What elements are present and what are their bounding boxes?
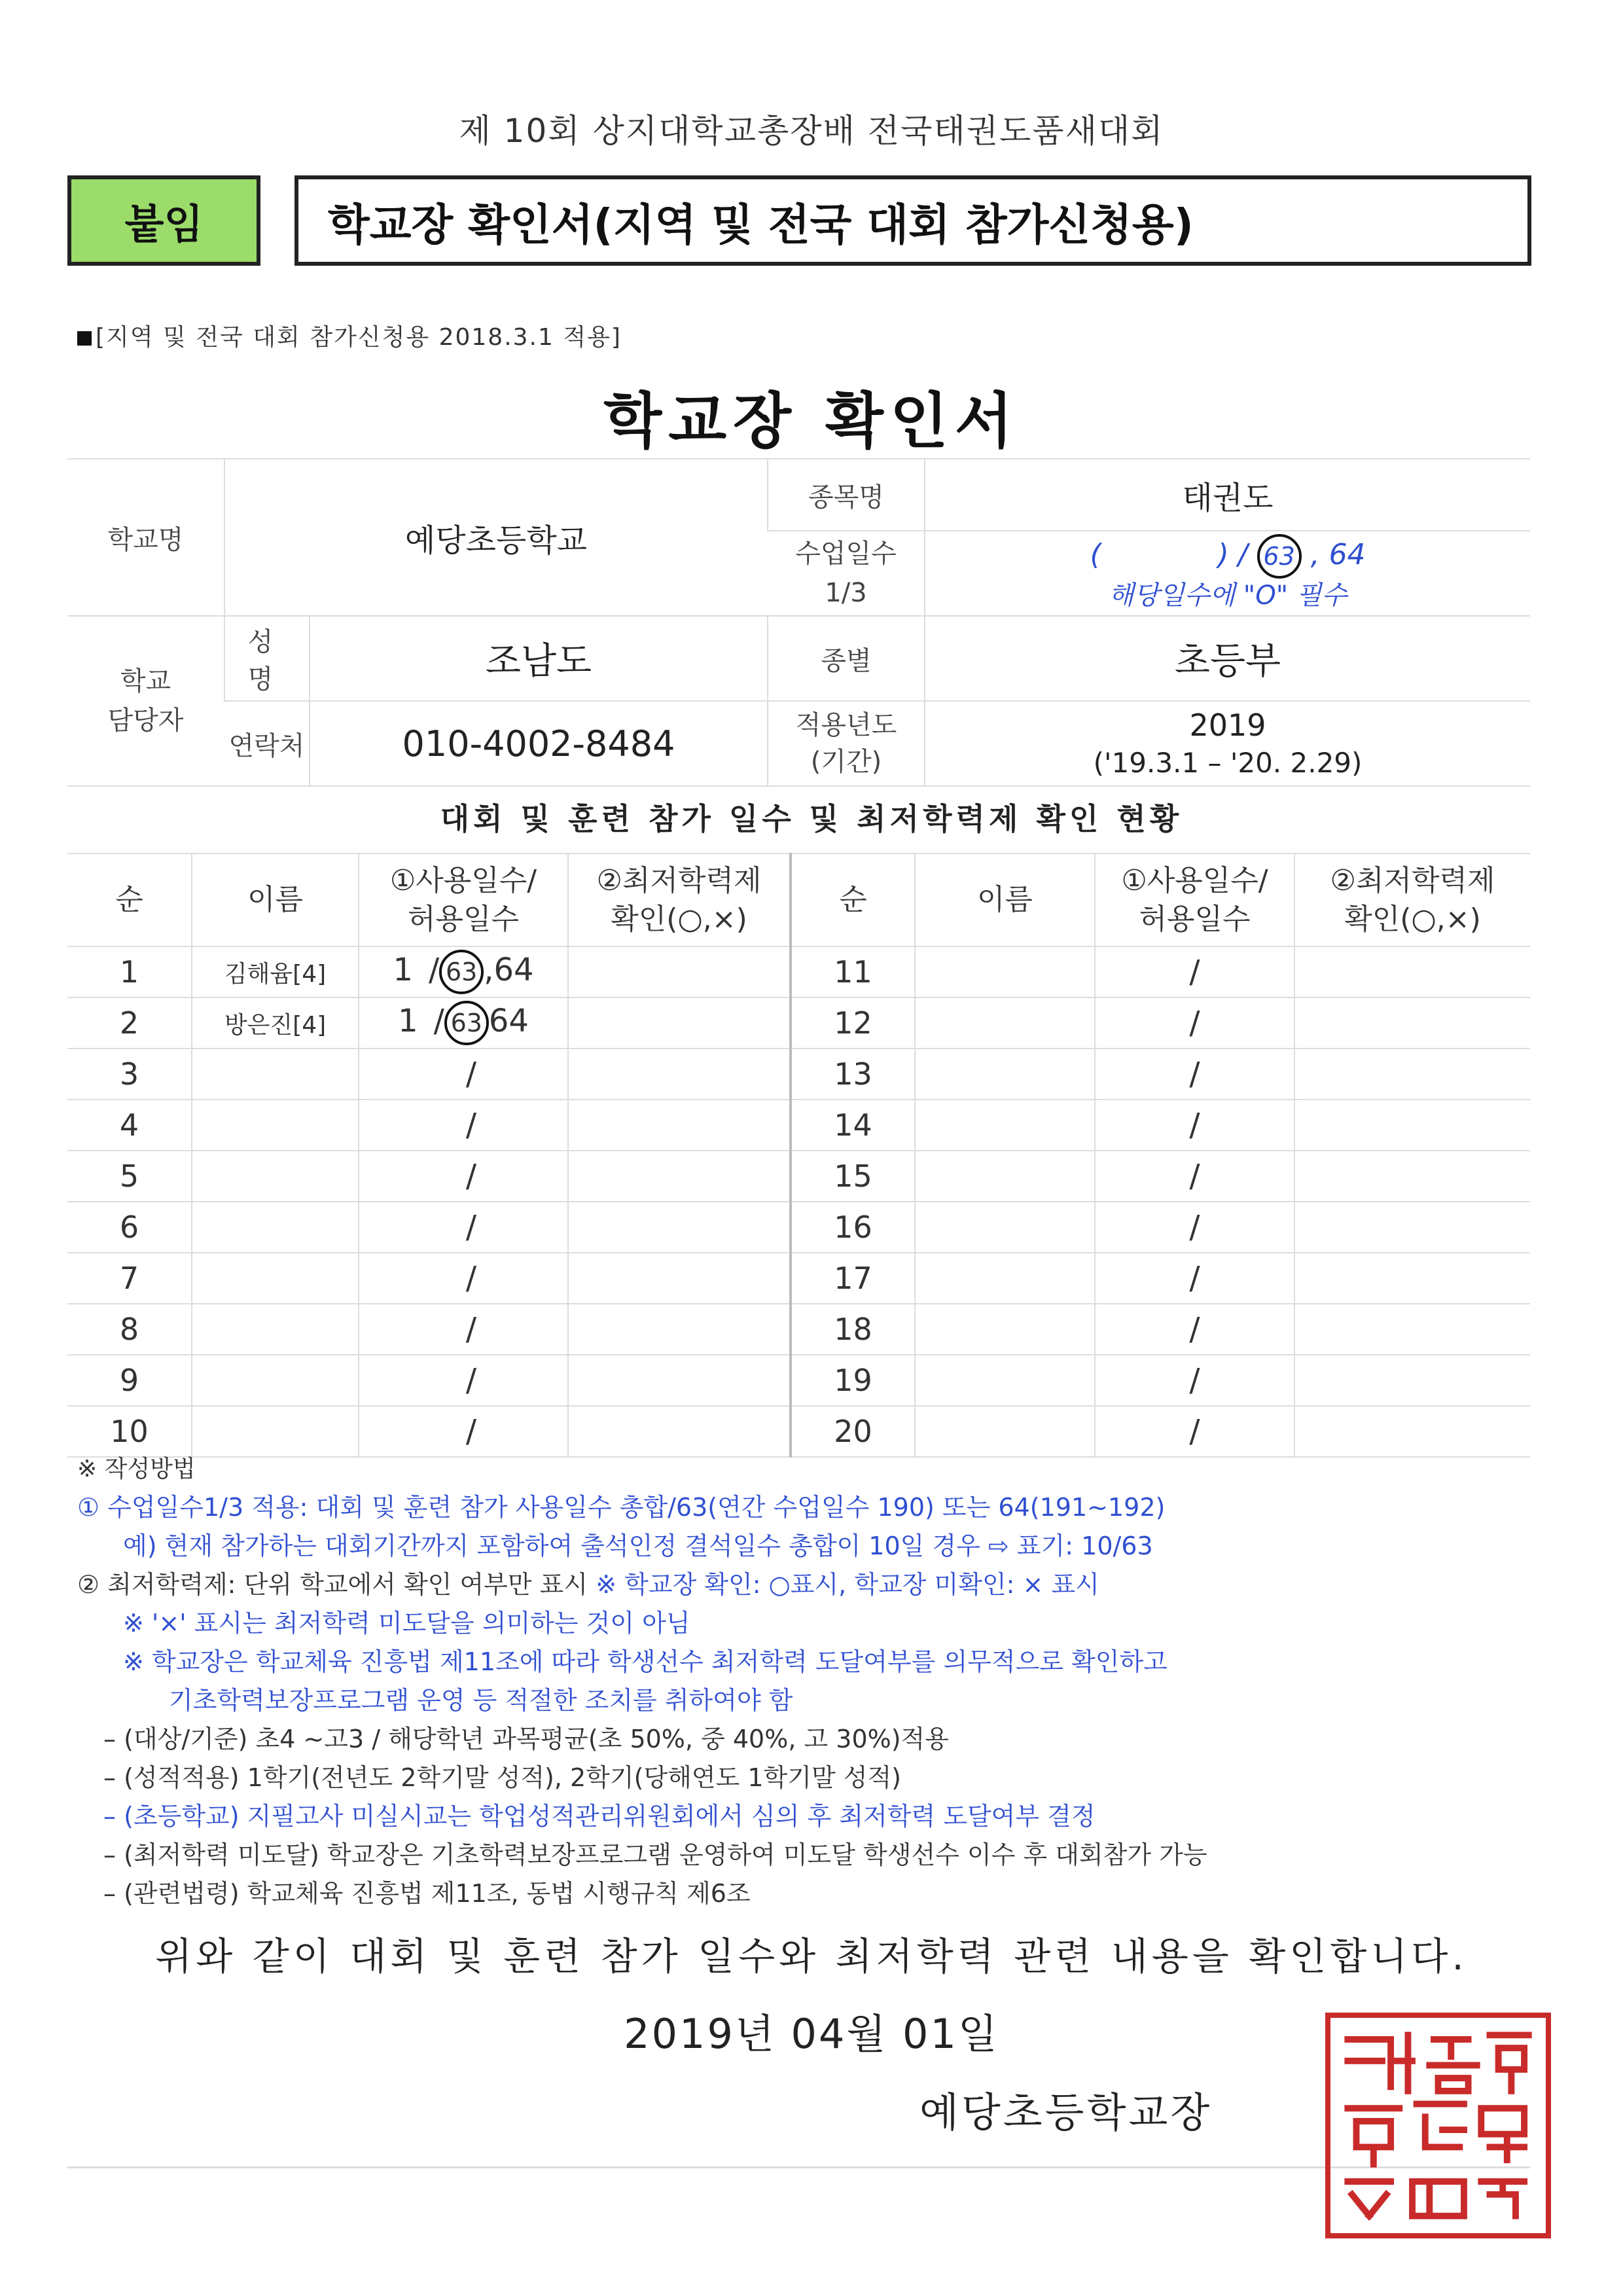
row-number: 9 <box>67 1355 192 1406</box>
row-number: 8 <box>67 1304 192 1355</box>
event-value: 태권도 <box>925 459 1530 531</box>
student-name <box>915 1049 1095 1100</box>
days-circled: 63 <box>1257 534 1302 579</box>
check-cell <box>568 1202 791 1253</box>
days-used-cell: / <box>1095 1049 1294 1100</box>
days-separator: / <box>465 1209 477 1246</box>
row-number: 2 <box>67 997 192 1049</box>
header-name: 이름 <box>192 853 359 946</box>
student-name <box>192 1304 359 1355</box>
days-value <box>925 531 1530 616</box>
divider <box>67 2166 1530 2168</box>
days-separator: / <box>433 1003 444 1039</box>
name-value: 조남도 <box>310 616 768 701</box>
check-cell <box>568 1253 791 1304</box>
row-number: 7 <box>67 1253 192 1304</box>
notes <box>77 1450 1543 1913</box>
student-name <box>915 1253 1095 1304</box>
header-name: 이름 <box>915 853 1095 946</box>
note-line <box>77 1566 1543 1604</box>
student-name <box>192 1151 359 1202</box>
row-number: 12 <box>791 997 915 1049</box>
row-number: 19 <box>791 1355 915 1406</box>
days-used-cell: / <box>1095 1304 1294 1355</box>
note-line: – (초등학교) 지필고사 미실시교는 학업성적관리위원회에서 심의 후 최저학력 도달여부 결정 <box>103 1802 1096 1831</box>
table-row <box>67 1100 1530 1151</box>
days-allowed-circled: 63 <box>439 950 484 994</box>
days-used-cell <box>359 1304 568 1355</box>
division-value: 초등부 <box>925 616 1530 701</box>
seal-glyph-icon <box>1330 2018 1546 2233</box>
info-table <box>67 458 1530 787</box>
student-name <box>915 946 1095 997</box>
table-row <box>67 1049 1530 1100</box>
header-days: ①사용일수/ 허용일수 <box>359 853 568 946</box>
days-separator: / <box>429 952 440 988</box>
year-label: 적용년도 (기간) <box>768 701 925 786</box>
note-line: ① 수업일수1/3 적용: 대회 및 훈련 참가 사용일수 총합/63(연간 수업일수 190) 또는 64(191~192) <box>77 1493 1166 1522</box>
check-cell <box>568 1151 791 1202</box>
check-cell <box>568 1100 791 1151</box>
table-row <box>67 1355 1530 1406</box>
note-line-part: ② 최저학력제: 단위 학교에서 확인 여부만 표시 <box>77 1570 588 1599</box>
note-line: 기초학력보장프로그램 운영 등 적절한 조치를 취하여야 함 <box>169 1686 793 1715</box>
student-name <box>192 1253 359 1304</box>
check-cell <box>568 946 791 997</box>
table-row <box>67 1304 1530 1355</box>
section-heading: 대회 및 훈련 참가 일수 및 최저학력제 확인 현황 <box>440 801 1183 836</box>
check-cell <box>1294 1355 1530 1406</box>
days-separator: / <box>465 1260 477 1297</box>
year-value: 2019 <box>1189 707 1266 743</box>
days-used-cell: / <box>1095 1151 1294 1202</box>
row-number: 20 <box>791 1406 915 1457</box>
days-separator: / <box>465 1413 477 1450</box>
days-separator: / <box>465 1362 477 1399</box>
division-label: 종별 <box>768 616 925 701</box>
days-used-cell <box>359 1355 568 1406</box>
roster-body <box>67 946 1530 1457</box>
header-check: ②최저학력제 확인(○,×) <box>568 853 791 946</box>
check-cell <box>1294 1253 1530 1304</box>
check-cell <box>1294 1100 1530 1151</box>
student-name <box>915 1304 1095 1355</box>
roster-table <box>67 853 1530 1458</box>
days-used-cell: / <box>1095 997 1294 1049</box>
days-open: ( <box>1090 538 1101 571</box>
applied-note <box>77 319 622 352</box>
date-text: 2019년 04월 01일 <box>624 2010 999 2058</box>
contact-value: 010-4002-8484 <box>310 701 768 786</box>
student-name <box>915 1151 1095 1202</box>
year-value-cell <box>925 701 1530 786</box>
days-used: 1 <box>393 952 414 988</box>
header-no: 순 <box>67 853 192 946</box>
table-row <box>67 946 1530 997</box>
row-number: 6 <box>67 1202 192 1253</box>
note-line: – (최저학력 미도달) 학교장은 기초학력보장프로그램 운영하여 미도달 학생선수 이수 후 대회참가 가능 <box>103 1840 1207 1869</box>
table-row <box>67 1202 1530 1253</box>
days-used-cell <box>359 1100 568 1151</box>
days-used-cell <box>359 946 568 997</box>
student-name <box>915 1100 1095 1151</box>
student-name <box>915 1355 1095 1406</box>
days-used-cell: / <box>1095 1202 1294 1253</box>
row-number: 4 <box>67 1100 192 1151</box>
days-used: 1 <box>398 1003 418 1039</box>
event-label: 종목명 <box>768 459 925 531</box>
note-line: – (관련법령) 학교체육 진흥법 제11조, 동법 시행규칙 제6조 <box>103 1879 751 1908</box>
row-number: 15 <box>791 1151 915 1202</box>
note-line: ※ 학교장은 학교체육 진흥법 제11조에 따라 학생선수 최저학력 도달여부를 의무적으로 확인하고 <box>123 1647 1168 1676</box>
manager-label: 학교 담당자 <box>67 616 224 786</box>
table-row <box>67 1253 1530 1304</box>
header-no: 순 <box>791 853 915 946</box>
student-name <box>915 1202 1095 1253</box>
check-cell <box>1294 946 1530 997</box>
attachment-label: 붙임 <box>67 175 260 266</box>
note-line: – (대상/기준) 초4 ~고3 / 해당학년 과목평균(초 50%, 중 40%, 고 30%)적용 <box>103 1725 949 1753</box>
confirm-text: 위와 같이 대회 및 훈련 참가 일수와 최저학력 관련 내용을 확인합니다. <box>155 1934 1468 1979</box>
check-cell <box>568 1355 791 1406</box>
days-separator: / <box>465 1158 477 1194</box>
row-number: 10 <box>67 1406 192 1457</box>
check-cell <box>568 1304 791 1355</box>
check-cell <box>568 997 791 1049</box>
square-bullet-icon <box>77 331 92 346</box>
days-used-cell <box>359 1202 568 1253</box>
row-number: 3 <box>67 1049 192 1100</box>
applied-note-text: [지역 및 전국 대회 참가신청용 2018.3.1 적용] <box>96 324 622 351</box>
student-name <box>192 1049 359 1100</box>
days-rest: , 64 <box>1310 538 1366 571</box>
days-used-cell: / <box>1095 1406 1294 1457</box>
row-number: 17 <box>791 1253 915 1304</box>
days-used-cell: / <box>1095 1355 1294 1406</box>
row-number: 11 <box>791 946 915 997</box>
row-number: 16 <box>791 1202 915 1253</box>
student-name <box>192 1100 359 1151</box>
school-label: 학교명 <box>67 459 224 616</box>
name-label: 성 명 <box>224 616 310 701</box>
table-row <box>67 1151 1530 1202</box>
student-name: 방은진[4] <box>192 997 359 1049</box>
row-number: 18 <box>791 1304 915 1355</box>
note-line-part: ※ 학교장 확인: ○표시, 학교장 미확인: × 표시 <box>596 1570 1099 1599</box>
days-separator: / <box>465 1107 477 1143</box>
check-cell <box>1294 1202 1530 1253</box>
notes-heading: ※ 작성방법 <box>77 1456 196 1482</box>
official-seal-icon <box>1325 2013 1551 2238</box>
days-label: 수업일수 1/3 <box>768 531 925 616</box>
days-used-cell <box>359 1151 568 1202</box>
check-cell <box>1294 997 1530 1049</box>
row-number: 5 <box>67 1151 192 1202</box>
days-separator: / <box>465 1311 477 1348</box>
days-separator: / <box>465 1056 477 1092</box>
event-title: 제 10회 상지대학교총장배 전국태권도품새대회 <box>459 112 1164 150</box>
student-name <box>915 997 1095 1049</box>
student-name <box>192 1355 359 1406</box>
row-number: 13 <box>791 1049 915 1100</box>
days-allowed-rest: 64 <box>488 1003 529 1039</box>
check-cell <box>1294 1304 1530 1355</box>
row-number: 14 <box>791 1100 915 1151</box>
school-value: 예당초등학교 <box>224 459 768 616</box>
doc-title: 학교장 확인서 <box>603 386 1020 456</box>
days-allowed-circled: 63 <box>444 1001 489 1045</box>
days-allowed-rest: ,64 <box>484 952 534 988</box>
days-used-cell: / <box>1095 1253 1294 1304</box>
row-number: 1 <box>67 946 192 997</box>
days-used-cell <box>359 997 568 1049</box>
days-used-cell: / <box>1095 946 1294 997</box>
days-close: ) / <box>1217 538 1248 571</box>
student-name: 김해윰[4] <box>192 946 359 997</box>
header-days: ①사용일수/ 허용일수 <box>1095 853 1294 946</box>
contact-label: 연락처 <box>224 701 310 786</box>
days-used-cell <box>359 1253 568 1304</box>
note-line: 예) 현재 참가하는 대회기간까지 포함하여 출석인정 결석일수 총합이 10일 경우 ⇨ 표기: 10/63 <box>123 1532 1153 1560</box>
form-header: 학교장 확인서(지역 및 전국 대회 참가신청용) <box>294 175 1531 266</box>
check-cell <box>1294 1049 1530 1100</box>
header-check: ②최저학력제 확인(○,×) <box>1294 853 1530 946</box>
student-name <box>192 1202 359 1253</box>
check-cell <box>568 1049 791 1100</box>
days-used-cell <box>359 1049 568 1100</box>
check-cell <box>1294 1151 1530 1202</box>
year-period: ('19.3.1 – '20. 2.29) <box>1093 746 1363 779</box>
signer-name: 예당초등학교장 <box>919 2089 1213 2136</box>
days-note: 해당일수에 "O" 필수 <box>1108 581 1347 611</box>
note-line: ※ '×' 표시는 최저학력 미도달을 의미하는 것이 아님 <box>123 1609 690 1638</box>
table-row <box>67 997 1530 1049</box>
note-line: – (성적적용) 1학기(전년도 2학기말 성적), 2학기(당해연도 1학기말 성적) <box>103 1763 901 1792</box>
days-used-cell: / <box>1095 1100 1294 1151</box>
